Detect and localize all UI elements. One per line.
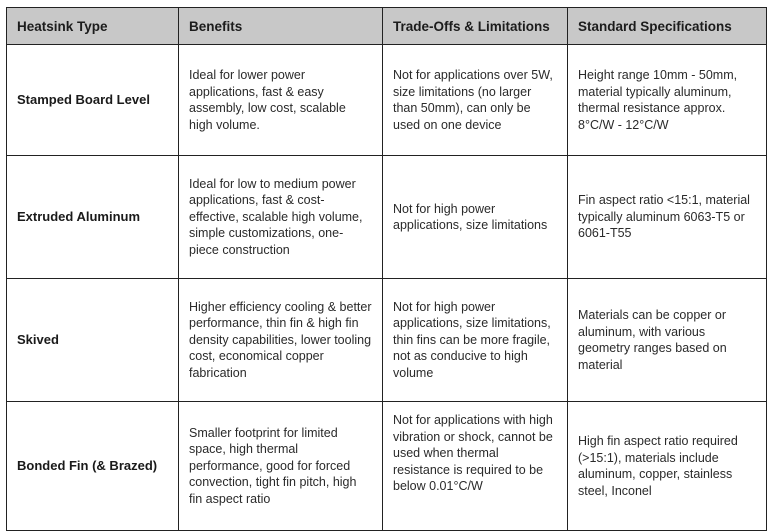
cell-specifications: Height range 10mm - 50mm, material typically aluminum, thermal resistance approx. 8°C/W - 12°C/W [568,45,767,156]
heatsink-comparison-table [6,7,767,531]
header-heatsink-type: Heatsink Type [7,8,179,45]
cell-heatsink-type: Bonded Fin (& Brazed) [7,402,179,531]
table-row [7,402,767,531]
cell-benefits: Smaller footprint for limited space, high thermal performance, good for forced convection, tight fin pitch, high fin aspect ratio [179,402,383,531]
table-row [7,279,767,402]
cell-benefits: Ideal for lower power applications, fast & easy assembly, low cost, scalable high volume. [179,45,383,156]
cell-benefits: Higher efficiency cooling & better performance, thin fin & high fin density capabilities, lower tooling cost, economical copper fabrication [179,279,383,402]
cell-specifications: Fin aspect ratio <15:1, material typically aluminum 6063-T5 or 6061-T55 [568,156,767,279]
table-row [7,45,767,156]
table-row [7,156,767,279]
header-benefits: Benefits [179,8,383,45]
header-tradeoffs: Trade-Offs & Limitations [383,8,568,45]
cell-specifications: Materials can be copper or aluminum, with various geometry ranges based on material [568,279,767,402]
header-row [7,8,767,45]
cell-specifications: High fin aspect ratio required (>15:1), materials include aluminum, copper, stainless steel, Inconel [568,402,767,531]
cell-tradeoffs: Not for applications with high vibration or shock, cannot be used when thermal resistance is required to be below 0.01°C/W [383,402,568,531]
cell-tradeoffs: Not for high power applications, size limitations, thin fins can be more fragile, not as conducive to high volume [383,279,568,402]
cell-heatsink-type: Stamped Board Level [7,45,179,156]
cell-heatsink-type: Skived [7,279,179,402]
cell-heatsink-type: Extruded Aluminum [7,156,179,279]
header-specifications: Standard Specifications [568,8,767,45]
cell-tradeoffs: Not for high power applications, size limitations [383,156,568,279]
cell-benefits: Ideal for low to medium power applications, fast & cost-effective, scalable high volume, simple customizations, one-piece construction [179,156,383,279]
cell-tradeoffs: Not for applications over 5W, size limitations (no larger than 50mm), can only be used on one device [383,45,568,156]
heatsink-comparison-table-container [6,7,766,517]
